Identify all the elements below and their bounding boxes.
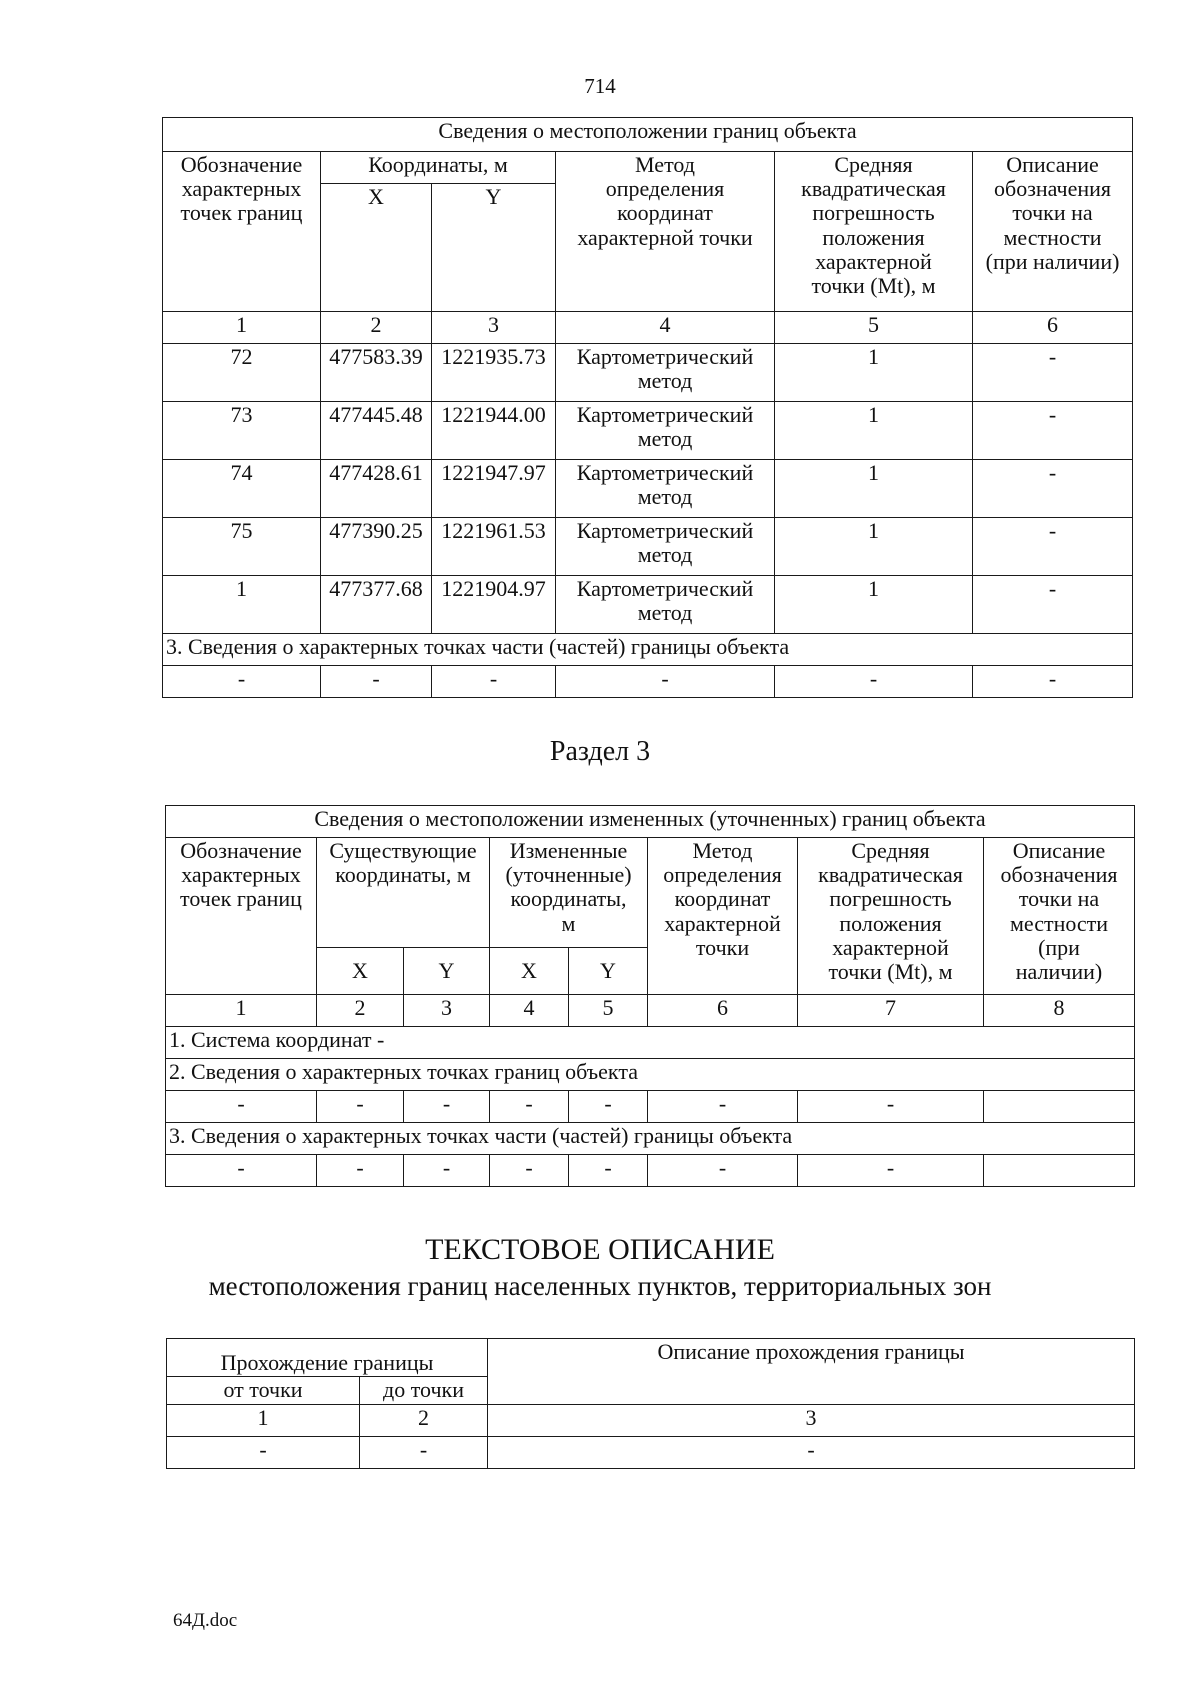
dash-cell: -: [432, 666, 556, 698]
header-description: Описание обозначения точки на местности (при наличии): [973, 152, 1133, 312]
col-number: 4: [490, 995, 569, 1027]
boundary-location-table: [162, 117, 1133, 698]
header-designation: Обозначение характерных точек границ: [166, 838, 317, 995]
coord-x: 477428.61: [321, 460, 432, 518]
col-number: 5: [775, 312, 973, 344]
col-number: 2: [360, 1405, 488, 1437]
table-row: [163, 402, 1133, 460]
description: -: [973, 576, 1133, 634]
header-coordinates: Координаты, м: [321, 152, 556, 184]
dash-cell: -: [490, 1155, 569, 1187]
dash-cell: -: [166, 1091, 317, 1123]
point-id: 75: [163, 518, 321, 576]
dash-cell: -: [317, 1091, 404, 1123]
dash-cell: -: [569, 1155, 648, 1187]
dash-cell: -: [167, 1437, 360, 1469]
header-designation: Обозначение характерных точек границ: [163, 152, 321, 312]
dash-cell: -: [798, 1155, 984, 1187]
point-id: 72: [163, 344, 321, 402]
dash-cell: -: [166, 1155, 317, 1187]
table-title: Сведения о местоположении границ объекта: [163, 118, 1133, 152]
text-description-heading: ТЕКСТОВОЕ ОПИСАНИЕ: [425, 1233, 775, 1266]
col-number: 6: [973, 312, 1133, 344]
table-title: Сведения о местоположении измененных (уточненных) границ объекта: [166, 806, 1135, 838]
error-value: 1: [775, 518, 973, 576]
text-description-subheading: местоположения границ населенных пунктов, территориальных зон: [208, 1271, 992, 1301]
header-from-point: от точки: [167, 1377, 360, 1405]
dash-cell: -: [775, 666, 973, 698]
coord-y: 1221935.73: [432, 344, 556, 402]
header-existing-coordinates: Существующие координаты, м: [317, 838, 490, 948]
coord-y: 1221944.00: [432, 402, 556, 460]
col-number: 4: [556, 312, 775, 344]
header-y: Y: [569, 948, 648, 995]
section-label: 3. Сведения о характерных точках части (частей) границы объекта: [166, 1123, 1135, 1155]
col-number: 8: [984, 995, 1135, 1027]
coord-y: 1221904.97: [432, 576, 556, 634]
header-method: Метод определения координат характерной точки: [648, 838, 798, 995]
table-row: [163, 460, 1133, 518]
dash-cell: -: [317, 1155, 404, 1187]
header-y: Y: [432, 184, 556, 312]
description: -: [973, 518, 1133, 576]
dash-cell: -: [648, 1091, 798, 1123]
section-label: 3. Сведения о характерных точках части (частей) границы объекта: [163, 634, 1133, 666]
dash-cell: -: [973, 666, 1133, 698]
point-id: 74: [163, 460, 321, 518]
table-row: [163, 576, 1133, 634]
col-number: 1: [163, 312, 321, 344]
boundary-passage-table: [166, 1338, 1135, 1469]
coord-x: 477377.68: [321, 576, 432, 634]
dash-cell: -: [569, 1091, 648, 1123]
dash-cell: -: [556, 666, 775, 698]
col-number: 2: [317, 995, 404, 1027]
dash-cell: -: [798, 1091, 984, 1123]
dash-cell: -: [648, 1155, 798, 1187]
col-number: 1: [166, 995, 317, 1027]
point-id: 1: [163, 576, 321, 634]
description: -: [973, 460, 1133, 518]
header-x: X: [490, 948, 569, 995]
table-row: [163, 344, 1133, 402]
dash-cell: -: [163, 666, 321, 698]
table-row: [163, 518, 1133, 576]
footer-filename: 64Д.doc: [173, 1610, 238, 1631]
dash-cell: -: [488, 1437, 1135, 1469]
header-error: Средняя квадратическая погрешность положения характерной точки (Mt), м: [775, 152, 973, 312]
col-number: 7: [798, 995, 984, 1027]
col-number: 3: [432, 312, 556, 344]
method: Картометрический метод: [556, 402, 775, 460]
col-number: 5: [569, 995, 648, 1027]
dash-cell: -: [490, 1091, 569, 1123]
col-number: 3: [404, 995, 490, 1027]
header-passage: Прохождение границы: [167, 1339, 488, 1377]
section-label: 1. Система координат -: [166, 1027, 1135, 1059]
point-id: 73: [163, 402, 321, 460]
coord-x: 477445.48: [321, 402, 432, 460]
col-number: 3: [488, 1405, 1135, 1437]
method: Картометрический метод: [556, 518, 775, 576]
error-value: 1: [775, 344, 973, 402]
section-heading: Раздел 3: [549, 736, 651, 767]
error-value: 1: [775, 460, 973, 518]
section-label: 2. Сведения о характерных точках границ объекта: [166, 1059, 1135, 1091]
dash-cell: -: [321, 666, 432, 698]
header-method: Метод определения координат характерной точки: [556, 152, 775, 312]
error-value: 1: [775, 402, 973, 460]
description: -: [973, 344, 1133, 402]
table-row: [163, 666, 1133, 698]
col-number: 2: [321, 312, 432, 344]
description: -: [973, 402, 1133, 460]
coord-x: 477390.25: [321, 518, 432, 576]
empty-cell: [984, 1091, 1135, 1123]
header-to-point: до точки: [360, 1377, 488, 1405]
table-row: [167, 1437, 1135, 1469]
header-passage-description: Описание прохождения границы: [488, 1339, 1135, 1405]
table-row: [166, 1155, 1135, 1187]
error-value: 1: [775, 576, 973, 634]
header-x: X: [317, 948, 404, 995]
header-description: Описание обозначения точки на местности (при наличии): [984, 838, 1135, 995]
method: Картометрический метод: [556, 344, 775, 402]
dash-cell: -: [404, 1155, 490, 1187]
page-number: 714: [584, 74, 616, 98]
changed-boundary-table: [165, 805, 1135, 1187]
coord-x: 477583.39: [321, 344, 432, 402]
method: Картометрический метод: [556, 576, 775, 634]
header-y: Y: [404, 948, 490, 995]
empty-cell: [984, 1155, 1135, 1187]
col-number: 1: [167, 1405, 360, 1437]
method: Картометрический метод: [556, 460, 775, 518]
dash-cell: -: [404, 1091, 490, 1123]
coord-y: 1221961.53: [432, 518, 556, 576]
coord-y: 1221947.97: [432, 460, 556, 518]
col-number: 6: [648, 995, 798, 1027]
table-row: [166, 1091, 1135, 1123]
header-x: X: [321, 184, 432, 312]
header-error: Средняя квадратическая погрешность положения характерной точки (Mt), м: [798, 838, 984, 995]
header-changed-coordinates: Измененные (уточненные) координаты, м: [490, 838, 648, 948]
dash-cell: -: [360, 1437, 488, 1469]
